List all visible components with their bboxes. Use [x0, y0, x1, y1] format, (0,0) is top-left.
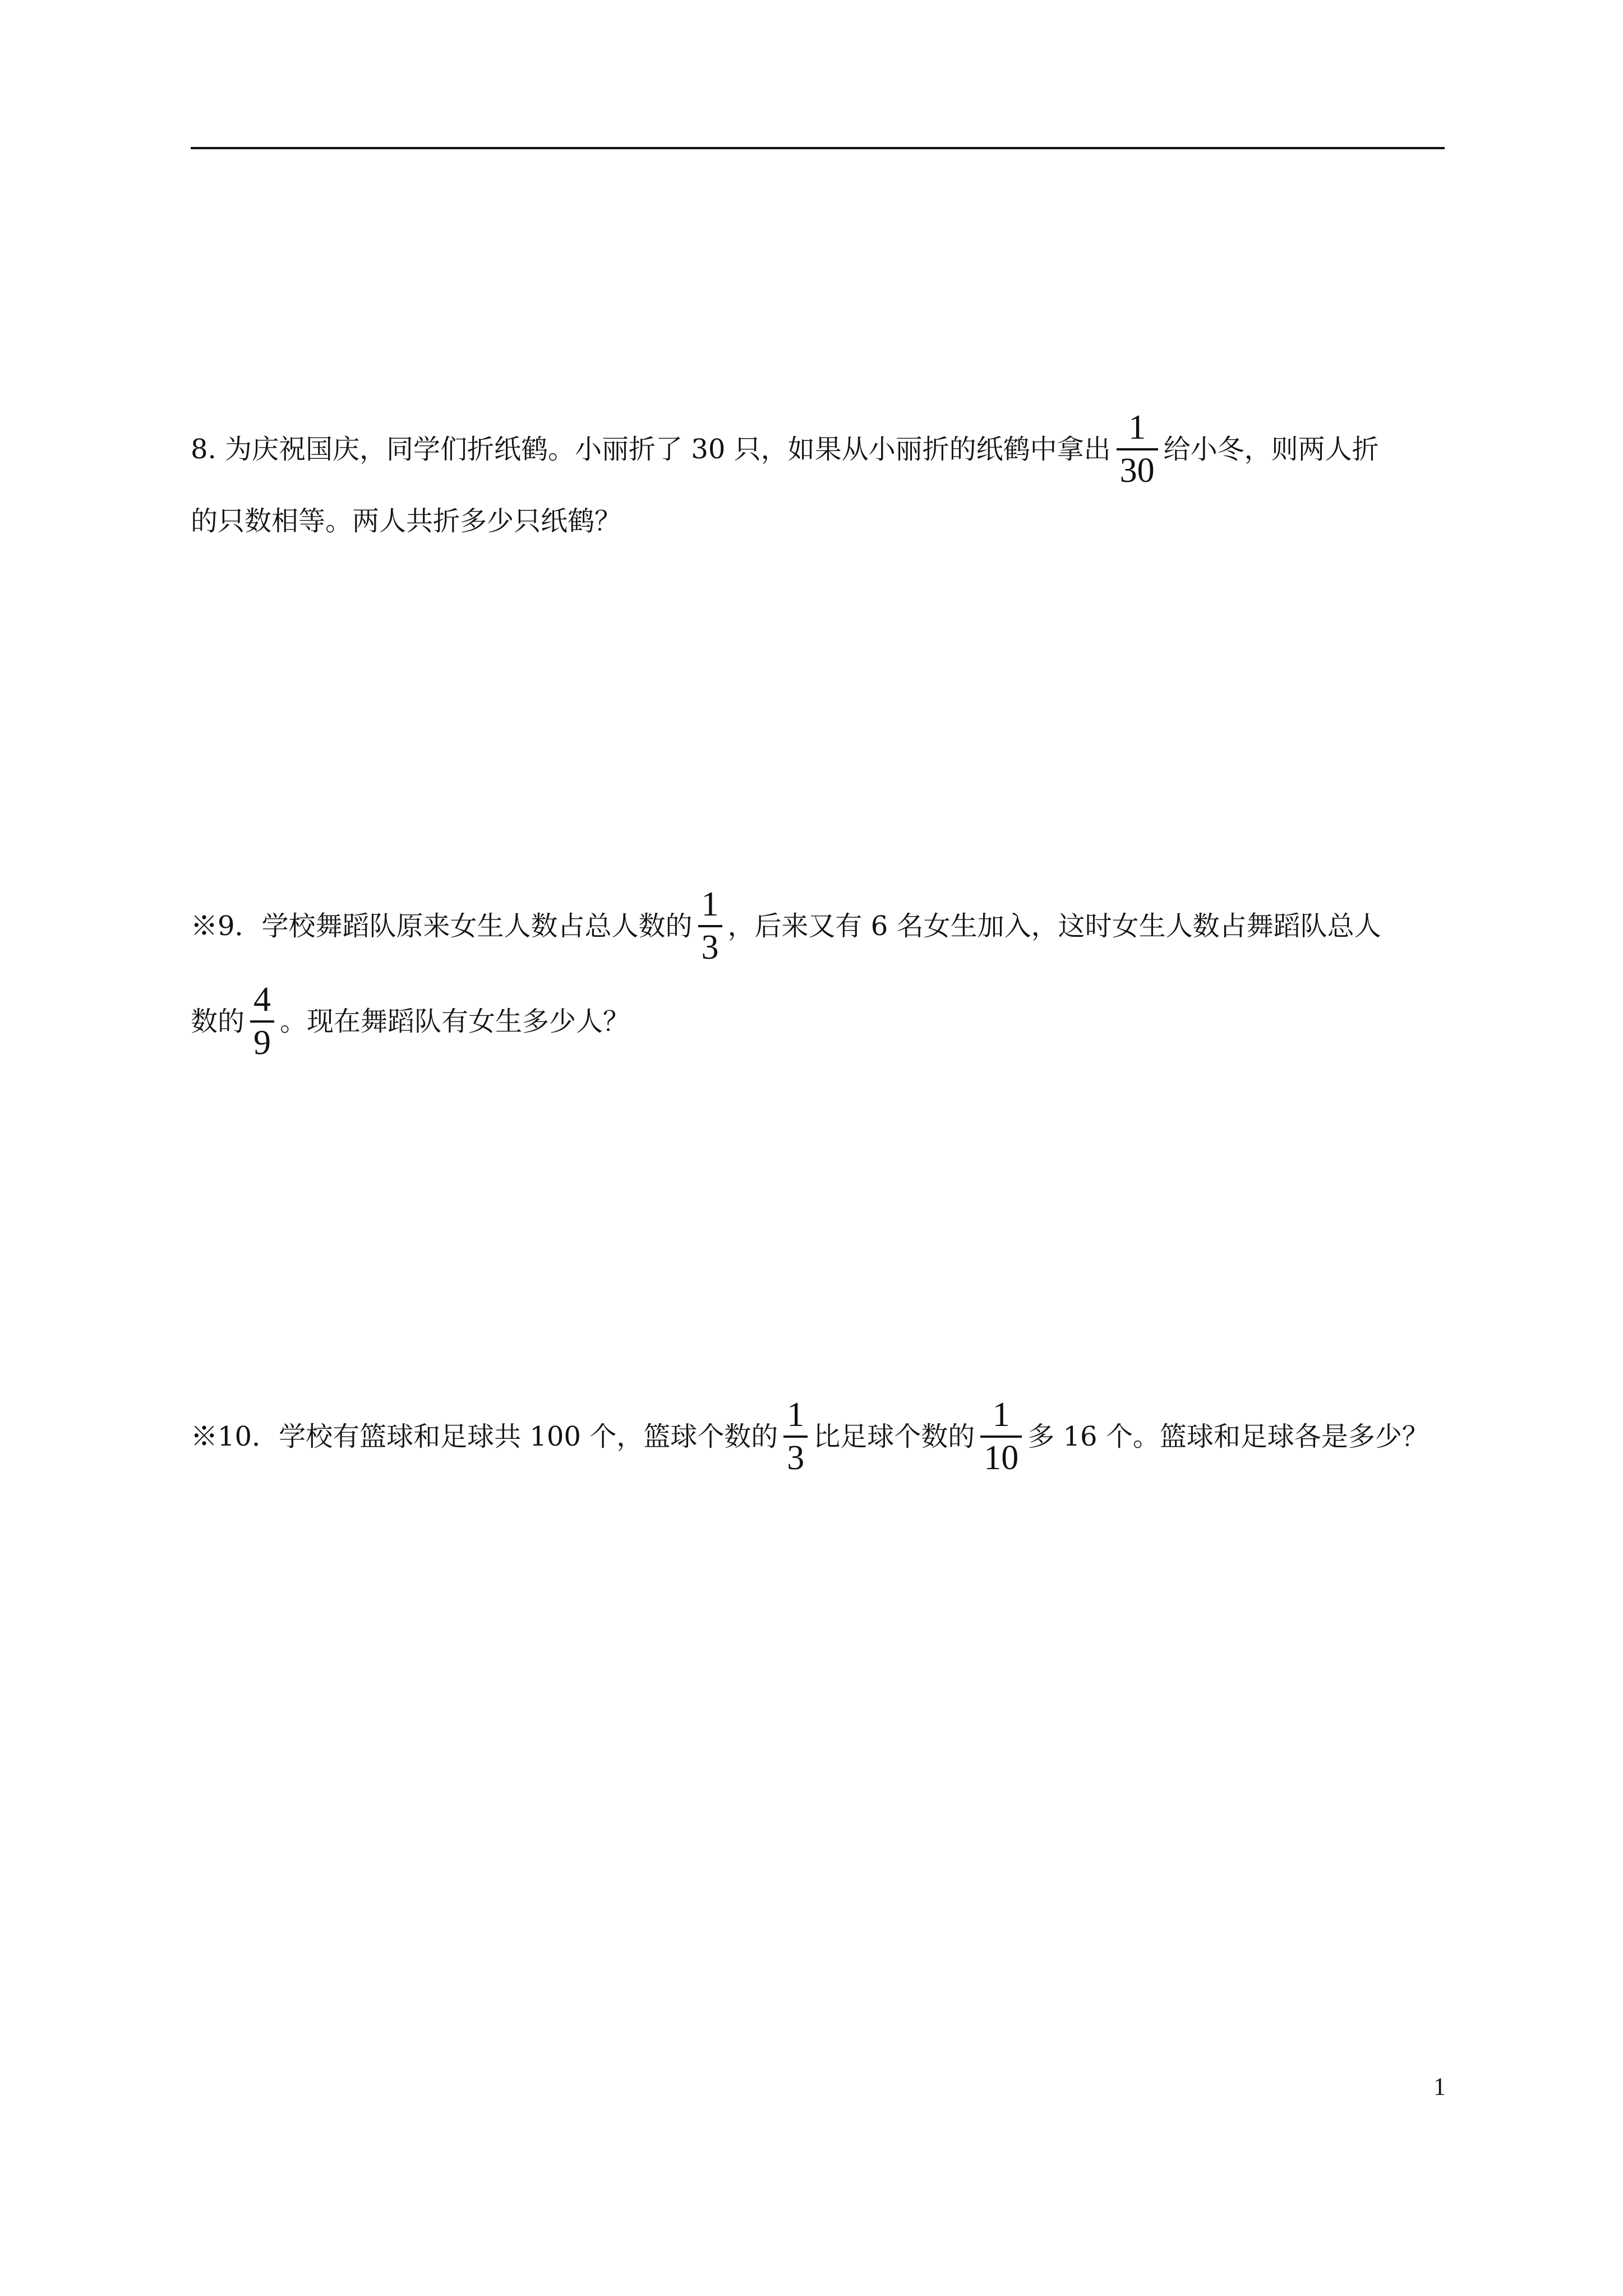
problem-10-text-before: ※10．学校有篮球和足球共 100 个，篮球个数的 [191, 1421, 778, 1453]
fraction-bar [1117, 448, 1158, 450]
problem-8-text-after: 给小冬，则两人折 [1163, 434, 1379, 466]
fraction-1-3 [698, 886, 722, 966]
fraction-denominator: 30 [1119, 452, 1155, 490]
fraction-numerator: 1 [787, 1396, 805, 1434]
header-rule [191, 147, 1445, 149]
fraction-denominator: 3 [701, 928, 719, 967]
problem-8-line-1 [191, 409, 1379, 489]
problem-8-text-before: 8. 为庆祝国庆，同学们折纸鹤。小丽折了 30 只，如果从小丽折的纸鹤中拿出 [191, 434, 1111, 466]
problem-8-text-line-2: 的只数相等。两人共折多少只纸鹤？ [191, 505, 622, 537]
problem-10 [191, 1397, 1447, 1492]
fraction-numerator: 4 [253, 981, 271, 1019]
fraction-denominator: 3 [787, 1439, 805, 1478]
problem-10-text-middle: 比足球个数的 [813, 1421, 975, 1453]
problem-9-line-2-after: 。现在舞蹈队有女生多少人？ [280, 1006, 630, 1038]
fraction-numerator: 1 [701, 885, 719, 923]
problem-9-line-1 [191, 886, 1381, 966]
fraction-1-10 [980, 1397, 1022, 1476]
problem-9-text-before: ※9．学校舞蹈队原来女生人数占总人数的 [191, 910, 693, 942]
problem-8-line-2 [191, 505, 622, 537]
fraction-1-3 [783, 1397, 808, 1476]
fraction-1-30 [1117, 409, 1158, 489]
problem-9-line-2 [191, 982, 630, 1061]
fraction-4-9 [250, 982, 274, 1061]
fraction-denominator: 10 [984, 1439, 1019, 1478]
fraction-bar [783, 1435, 808, 1438]
problem-10-line-1 [191, 1397, 1429, 1476]
page-number: 1 [1433, 2073, 1446, 2100]
problem-9-text-after: ，后来又有 6 名女生加入，这时女生人数占舞蹈队总人 [727, 910, 1381, 942]
fraction-numerator: 1 [992, 1396, 1010, 1434]
fraction-bar [250, 1020, 274, 1023]
fraction-denominator: 9 [253, 1024, 271, 1062]
problem-9 [191, 885, 1447, 1062]
fraction-numerator: 1 [1128, 408, 1146, 447]
fraction-bar [980, 1435, 1022, 1438]
problem-9-line-2-before: 数的 [191, 1006, 245, 1038]
problem-8 [191, 409, 1447, 544]
problem-10-text-after: 多 16 个。篮球和足球各是多少？ [1027, 1421, 1429, 1453]
fraction-bar [698, 925, 722, 927]
